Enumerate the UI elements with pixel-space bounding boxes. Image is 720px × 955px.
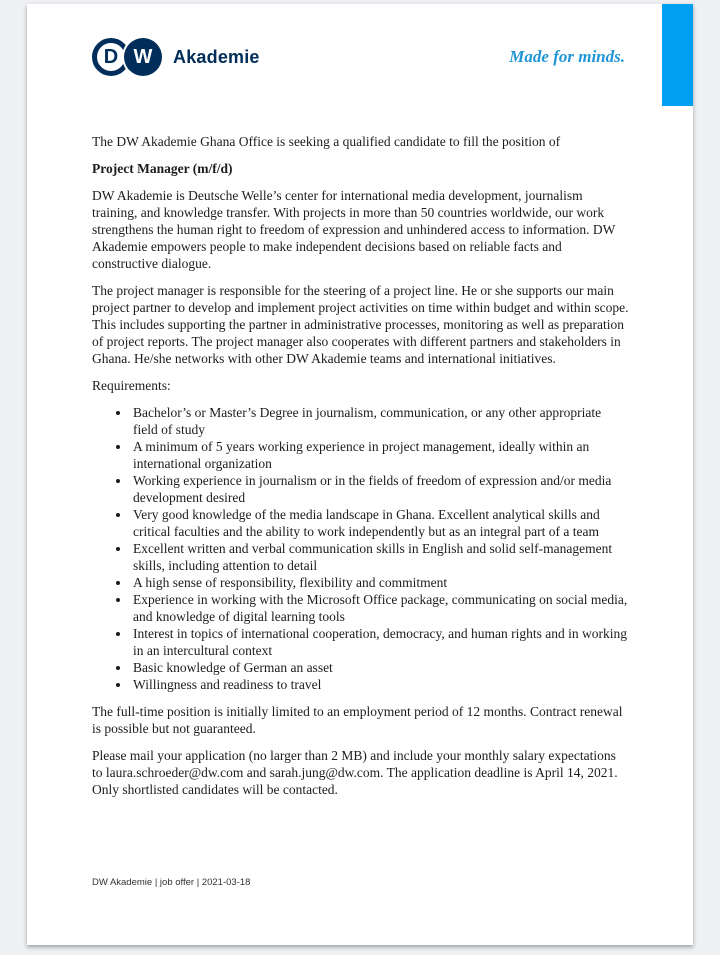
list-item: • Excellent written and verbal communication skills in English and solid self-management skills, including attention to detail [131,540,629,574]
role-paragraph: The project manager is responsible for the steering of a project line. He or she supports our main project partner to develop and implement project activities on time within budget and within scope. This includes supporting the partner in administrative processes, monitoring as well as preparation of project reports. The project manager also cooperates with different partners and stakeholders in Ghana. He/she networks with other DW Akademie teams and international initiatives. [92,283,629,366]
contract-paragraph: The full-time position is initially limited to an employment period of 12 months. Contract renewal is possible but not guaranteed. [92,704,623,736]
page-header [27,4,693,76]
application-paragraph: Please mail your application (no larger than 2 MB) and include your monthly salary expectations to laura.schroeder@dw.com and sarah.jung@dw.com. The application deadline is April 14, 2021. Only shortlisted candidates will be contacted. [92,748,618,797]
list-item: • Working experience in journalism or in the fields of freedom of expression and/or media development desired [131,472,629,506]
list-item: • Bachelor’s or Master’s Degree in journalism, communication, or any other appropriate field of study [131,404,629,438]
page-footer: DW Akademie | job offer | 2021-03-18 [92,877,251,888]
list-item: • Experience in working with the Microsoft Office package, communicating on social media, and knowledge of digital learning tools [131,591,629,625]
list-item: • Interest in topics of international cooperation, democracy, and human rights and in working in an intercultural context [131,625,629,659]
list-item: • Very good knowledge of the media landscape in Ghana. Excellent analytical skills and critical faculties and the ability to work independently but as an integral part of a team [131,506,629,540]
requirements-list [92,404,629,693]
list-item: • A high sense of responsibility, flexibility and commitment [131,574,629,591]
brand-tagline: Made for minds. [509,47,625,66]
logo-letter-w: W [133,46,153,68]
job-title: Project Manager (m/f/d) [92,161,233,176]
requirements-label: Requirements: [92,378,171,393]
dw-logo-w-icon [124,38,162,76]
logo-letter-d: D [103,46,119,68]
document-page [27,4,693,945]
dw-akademie-logo [92,38,260,76]
intro-paragraph: The DW Akademie Ghana Office is seeking a qualified candidate to fill the position of [92,134,561,149]
logo-wordmark: Akademie [173,46,260,67]
about-paragraph: DW Akademie is Deutsche Welle’s center for international media development, journalism training, and knowledge transfer. With projects in more than 50 countries worldwide, our work strengthens the human right to freedom of expression and unhindered access to information. DW Akademie empowers people to make independent decisions based on reliable facts and constructive dialogue. [92,188,616,271]
list-item: • Willingness and readiness to travel [131,676,629,693]
list-item: • Basic knowledge of German an asset [131,659,629,676]
list-item: • A minimum of 5 years working experience in project management, ideally within an international organization [131,438,629,472]
brand-accent-bar [662,4,693,106]
job-offer-body [27,76,693,798]
